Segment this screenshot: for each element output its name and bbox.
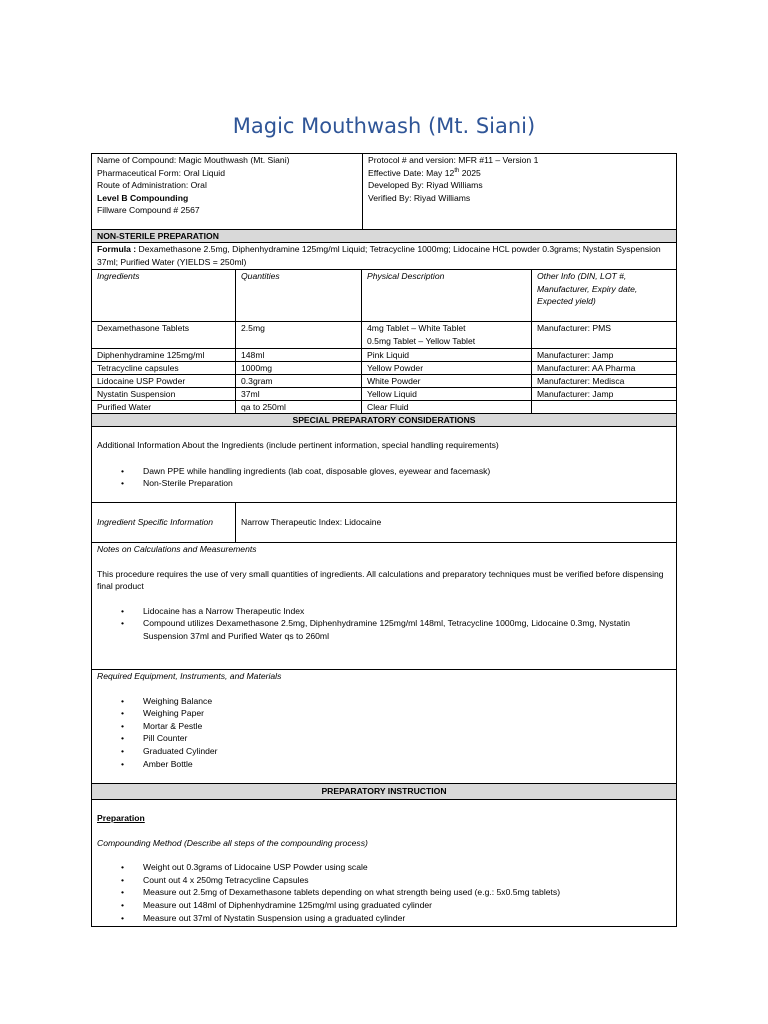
list-item: • Non-Sterile Preparation	[97, 477, 671, 490]
equipment-section	[92, 670, 676, 783]
ingredient-description-line-2: 0.5mg Tablet – Yellow Tablet	[367, 335, 476, 346]
list-item: • Measure out 148ml of Diphenhydramine 125mg/ml using graduated cylinder	[97, 899, 671, 912]
ingredient-description	[361, 322, 531, 348]
nonsterile-heading: NON-STERILE PREPARATION	[97, 231, 219, 241]
table-row	[92, 349, 676, 362]
list-item: • Weighing Paper	[97, 707, 671, 720]
ingredient-quantity: qa to 250ml	[235, 401, 361, 413]
table-row	[92, 401, 676, 414]
other-info-line-3: Expected yield)	[537, 296, 596, 307]
route-of-administration: Route of Administration: Oral	[97, 180, 207, 191]
nonsterile-heading-row	[92, 230, 676, 243]
ingredient-name: Nystatin Suspension	[97, 389, 176, 399]
ingredient-description: Clear Fluid	[361, 401, 531, 413]
effective-date-year: 2025	[459, 167, 481, 178]
ingredient-quantity: 0.3gram	[235, 375, 361, 387]
list-item: • Compound utilizes Dexamethasone 2.5mg, Diphenhydramine 125mg/ml 148ml, Tetracycline 1000mg, Lidocaine 0.3mg, Nystatin Suspension 37ml and Purified Water qs to 260ml	[97, 617, 671, 642]
additional-info	[92, 439, 676, 502]
additional-info-heading: Additional Information About the Ingredients (include pertinent information, special handling requirements)	[97, 440, 499, 450]
compounding-steps-list	[97, 861, 671, 924]
ingredient-description: White Powder	[361, 375, 531, 387]
ingredient-other-info: Manufacturer: PMS	[531, 322, 676, 348]
compound-form	[91, 153, 677, 927]
ingredient-description: Yellow Liquid	[361, 388, 531, 400]
table-row	[92, 375, 676, 388]
list-item: • Dawn PPE while handling ingredients (lab coat, disposable gloves, eyewear and facemask)	[97, 465, 671, 478]
compounding-method-heading: Compounding Method (Describe all steps of the compounding process)	[97, 837, 368, 848]
list-item: • Measure out 37ml of Nystatin Suspension using a graduated cylinder	[97, 912, 671, 925]
ingredient-quantity: 148ml	[235, 349, 361, 361]
col-header-ingredients: Ingredients	[97, 271, 140, 281]
protocol-version: Protocol # and version: MFR #11 – Version 1	[368, 155, 539, 165]
compounding-level: Level B Compounding	[97, 192, 189, 203]
equipment-heading: Required Equipment, Instruments, and Materials	[97, 671, 282, 681]
formula-description: Dexamethasone 2.5mg, Diphenhydramine 125mg/ml Liquid; Tetracycline 1000mg; Lidocaine HCL powder 0.3grams; Nystatin Syspension 37ml; Purified Water (YIELDS = 250ml)	[97, 244, 661, 267]
ingredient-other-info: Manufacturer: Jamp	[531, 388, 676, 400]
table-row	[92, 388, 676, 401]
table-row	[92, 362, 676, 375]
list-item: • Lidocaine has a Narrow Therapeutic Index	[97, 605, 671, 618]
notes-section	[92, 543, 676, 669]
list-item: • Weighing Balance	[97, 695, 671, 708]
notes-row	[92, 543, 676, 670]
special-heading: SPECIAL PREPARATORY CONSIDERATIONS	[292, 415, 476, 425]
equipment-list	[97, 695, 671, 771]
ppe-list	[97, 465, 671, 490]
additional-info-row	[92, 427, 676, 503]
ingredient-name: Lidocaine USP Powder	[97, 376, 186, 386]
col-header-quantities: Quantities	[235, 270, 361, 321]
ingredient-specific-value: Narrow Therapeutic Index: Lidocaine	[235, 503, 676, 542]
special-heading-row	[92, 414, 676, 427]
ingredient-quantity: 2.5mg	[235, 322, 361, 348]
ingredient-name: Dexamethasone Tablets	[97, 323, 190, 333]
ingredient-quantity: 1000mg	[235, 362, 361, 374]
formula-text	[92, 243, 676, 269]
ingredient-other-info: Manufacturer: AA Pharma	[531, 362, 676, 374]
ingredient-other-info: Manufacturer: Jamp	[531, 349, 676, 361]
ingredient-description-line-1: 4mg Tablet – White Tablet	[367, 323, 466, 333]
effective-date-suffix-ordinal: th	[454, 167, 460, 174]
preparatory-heading-row	[92, 784, 676, 800]
ingredient-specific-row	[92, 503, 676, 543]
effective-date	[368, 167, 671, 180]
preparation-heading: Preparation	[97, 813, 145, 823]
ingredients-header-row	[92, 270, 676, 322]
pharmaceutical-form: Pharmaceutical Form: Oral Liquid	[97, 167, 225, 178]
notes-list	[97, 605, 671, 643]
verified-by: Verified By: Riyad Williams	[368, 192, 471, 203]
ingredient-quantity: 37ml	[235, 388, 361, 400]
col-header-other-info	[531, 270, 676, 321]
ingredient-name: Tetracycline capsules	[97, 363, 179, 373]
header-left	[92, 154, 362, 229]
ingredient-name: Purified Water	[97, 402, 152, 412]
ingredient-name: Diphenhydramine 125mg/ml	[97, 350, 205, 360]
list-item: • Mortar & Pestle	[97, 720, 671, 733]
list-item: • Weight out 0.3grams of Lidocaine USP Powder using scale	[97, 861, 671, 874]
formula-label: Formula :	[97, 244, 137, 254]
effective-date-prefix: Effective Date: May 12	[368, 167, 455, 178]
list-item: • Measure out 2.5mg of Dexamethasone tablets depending on what strength being used (e.g.: 5x0.5mg tablets)	[97, 886, 671, 899]
table-row	[92, 322, 676, 349]
formula-row	[92, 243, 676, 270]
ingredient-description: Yellow Powder	[361, 362, 531, 374]
ingredient-specific-label: Ingredient Specific Information	[97, 517, 214, 528]
notes-heading: Notes on Calculations and Measurements	[97, 544, 257, 554]
list-item: • Graduated Cylinder	[97, 745, 671, 758]
notes-paragraph: This procedure requires the use of very small quantities of ingredients. All calculations and preparatory techniques must be verified before dispensing final product	[97, 568, 664, 592]
ingredient-other-info	[531, 401, 676, 413]
other-info-line-2: Manufacturer, Expiry date,	[537, 283, 638, 294]
fillware-number: Fillware Compound # 2567	[97, 205, 200, 216]
preparation-row	[92, 800, 676, 926]
list-item: • Pill Counter	[97, 732, 671, 745]
header-right	[362, 154, 676, 229]
preparation-section	[92, 812, 676, 926]
equipment-row	[92, 670, 676, 784]
list-item: • Amber Bottle	[97, 758, 671, 771]
developed-by: Developed By: Riyad Williams	[368, 180, 483, 191]
ingredient-description: Pink Liquid	[361, 349, 531, 361]
preparatory-heading: PREPARATORY INSTRUCTION	[321, 786, 447, 797]
compound-name: Name of Compound: Magic Mouthwash (Mt. Siani)	[97, 155, 290, 165]
document-title: Magic Mouthwash (Mt. Siani)	[232, 114, 536, 138]
header-row	[92, 154, 676, 230]
other-info-line-1: Other Info (DIN, LOT #,	[537, 271, 627, 281]
ingredient-other-info: Manufacturer: Medisca	[531, 375, 676, 387]
list-item: • Count out 4 x 250mg Tetracycline Capsules	[97, 874, 671, 887]
col-header-physical-description: Physical Description	[361, 270, 531, 321]
